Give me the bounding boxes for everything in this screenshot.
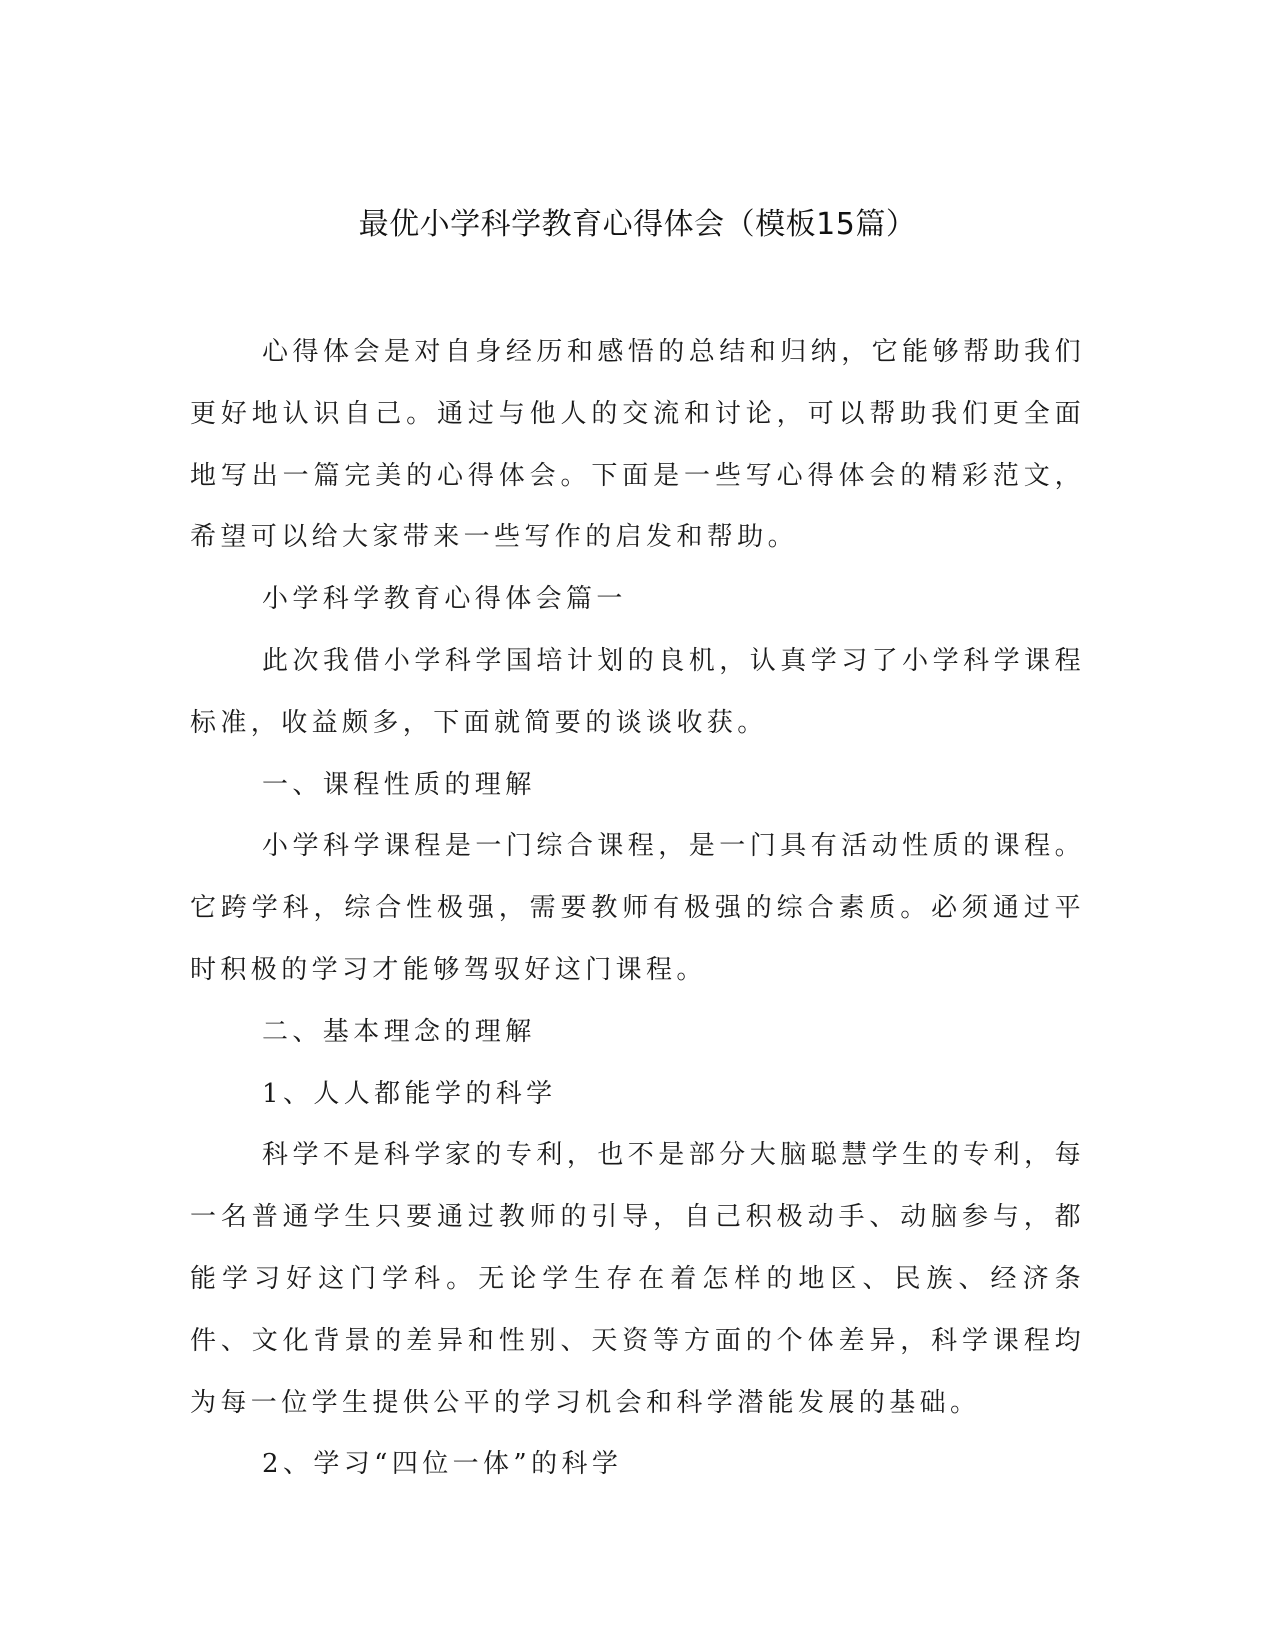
section-heading-basic-concepts: 二、基本理念的理解 <box>262 1016 536 1047</box>
document-title: 最优小学科学教育心得体会（模板15篇） <box>358 207 917 242</box>
body-paragraph: 此次我借小学科学国培计划的良机，认真学习了小学科学课程标准，收益颇多，下面就简要的谈谈收获。 <box>190 645 1085 738</box>
section-heading-part-one: 小学科学教育心得体会篇一 <box>262 584 627 615</box>
subheading-four-in-one: 2、学习“四位一体”的科学 <box>262 1449 623 1480</box>
body-paragraph: 科学不是科学家的专利，也不是部分大脑聪慧学生的专利，每一名普通学生只要通过教师的引导，自己积极动手、动脑参与，都能学习好这门学科。无论学生存在着怎样的地区、民族、经济条件、文化背景的差异和性别、天资等方面的个体差异，科学课程均为每一位学生提供公平的学习机会和科学潜能发展的基础。 <box>190 1140 1085 1418</box>
document-body <box>190 322 1085 1496</box>
section-heading-course-nature: 一、课程性质的理解 <box>262 769 536 800</box>
intro-paragraph: 心得体会是对自身经历和感悟的总结和归纳，它能够帮助我们更好地认识自己。通过与他人的交流和讨论，可以帮助我们更全面地写出一篇完美的心得体会。下面是一些写心得体会的精彩范文，希望可以给大家带来一些写作的启发和帮助。 <box>190 337 1085 553</box>
subheading-science-for-all: 1、人人都能学的科学 <box>262 1078 557 1109</box>
body-paragraph: 小学科学课程是一门综合课程，是一门具有活动性质的课程。它跨学科，综合性极强，需要教师有极强的综合素质。必须通过平时积极的学习才能够驾驭好这门课程。 <box>190 831 1085 985</box>
